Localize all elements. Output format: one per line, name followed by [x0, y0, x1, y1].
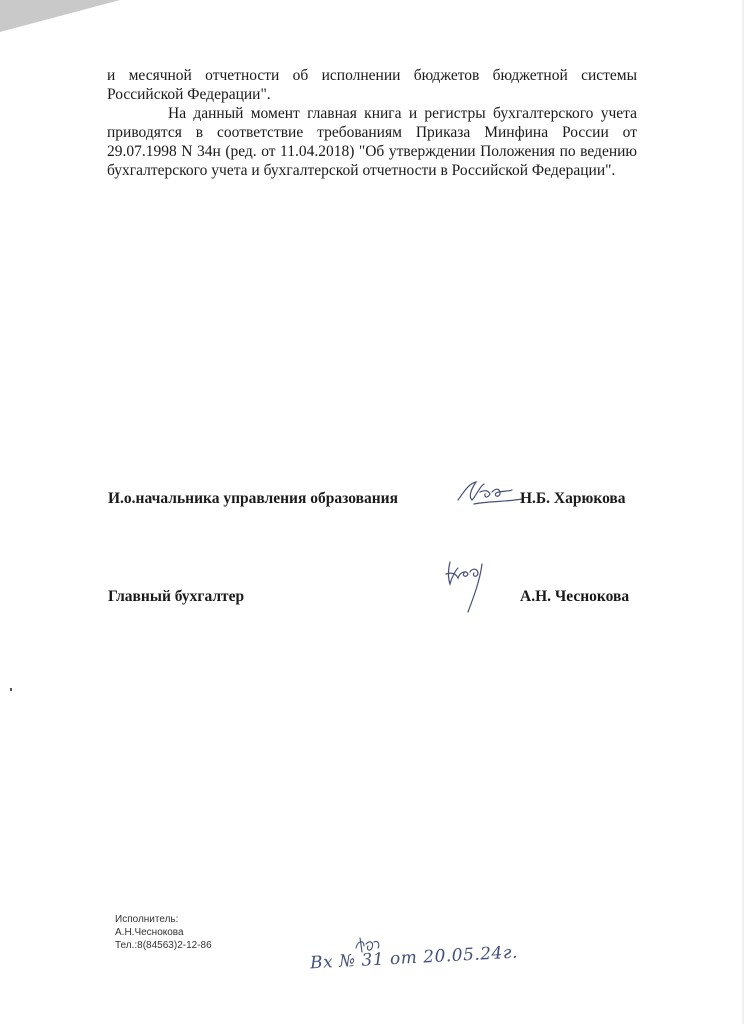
executor-block	[115, 913, 212, 952]
signatory-name: А.Н. Чеснокова	[520, 588, 630, 605]
paragraph-main: На данный момент главная книга и регистры бухгалтерского учета приводятся в соответствие требованиям Приказа Минфина России от 29.07.1998 N 34н (ред. от 11.04.2018) "Об утверждении Положения по ведению бухгалтерского учета и бухгалтерской отчетности в Российской Федерации".	[107, 105, 637, 179]
scan-speck	[10, 688, 12, 691]
signature-title: Главный бухгалтер	[108, 588, 245, 605]
executor-phone: Тел.:8(84563)2-12-86	[115, 940, 212, 951]
signature-title: И.о.начальника управления образования	[108, 490, 398, 507]
incoming-registration-note: Вх № 31 от 20.05.24г.	[309, 942, 519, 974]
handwritten-signature-icon	[438, 554, 498, 618]
executor-name: А.Н.Чеснокова	[115, 927, 184, 938]
handwritten-signature-icon	[454, 474, 526, 510]
paragraph-continuation: и месячной отчетности об исполнении бюджетов бюджетной системы Российской Федерации".	[107, 67, 637, 103]
document-body	[107, 66, 637, 180]
executor-label: Исполнитель:	[115, 914, 179, 925]
signature-row-head	[108, 482, 638, 512]
signature-row-accountant	[108, 580, 638, 610]
scan-shadow-corner	[0, 0, 120, 32]
signatory-name: Н.Б. Харюкова	[520, 490, 626, 507]
